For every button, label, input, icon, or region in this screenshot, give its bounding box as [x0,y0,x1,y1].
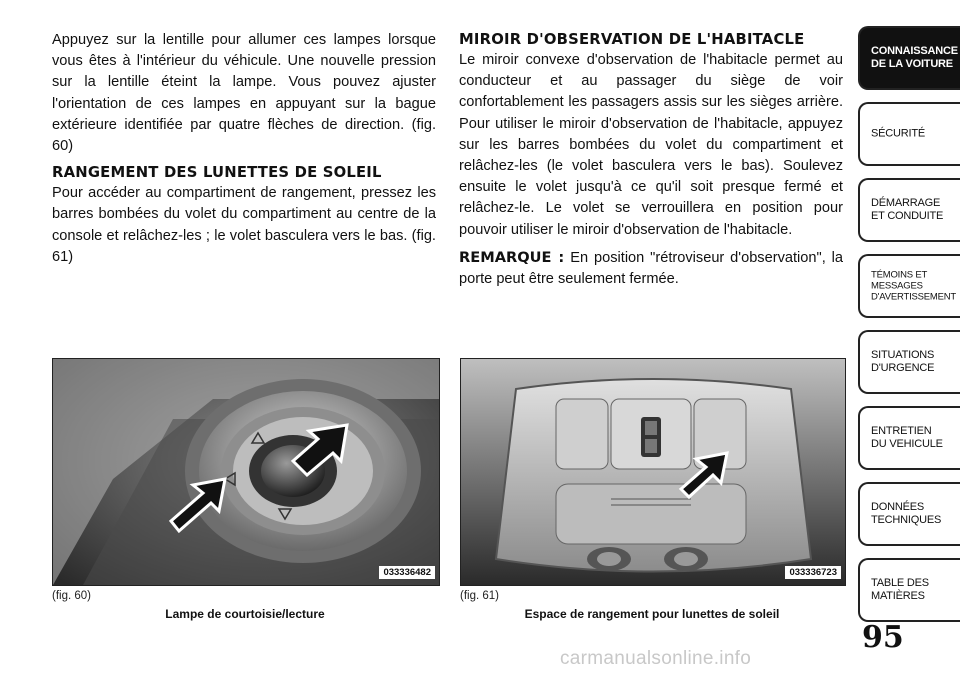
sunglasses-storage-illustration [461,359,845,585]
figure-ref: (fig. 60) [52,590,91,602]
figure-code: 033336723 [785,566,841,579]
tab-entretien[interactable] [858,406,960,470]
tab-connaissance[interactable] [858,26,960,90]
courtesy-lamp-illustration [53,359,439,585]
figure-60-lamp-photo [52,358,440,586]
left-column [52,30,436,274]
figure-61-storage-photo [460,358,846,586]
sunglasses-paragraph: Pour accéder au compartiment de rangement, pressez les barres bombées du volet du compartiment au centre de la console et relâchez-les ; le volet basculera vers le bas. (fig. 61) [52,185,436,265]
tab-demarrage[interactable] [858,178,960,242]
sunglasses-heading: RANGEMENT DES LUNETTES DE SOLEIL [52,164,382,182]
tab-table-des-matieres[interactable] [858,558,960,622]
tab-temoins[interactable] [858,254,960,318]
tab-label: ENTRETIEN DU VEHICULE [871,425,943,450]
note-paragraph [459,247,843,290]
tab-securite[interactable] [858,102,960,166]
tab-label: DÉMARRAGE ET CONDUITE [871,197,944,222]
mirror-heading: MIROIR D'OBSERVATION DE L'HABITACLE [459,31,805,48]
figure-caption: Espace de rangement pour lunettes de soleil [524,607,780,621]
figure-ref: (fig. 61) [460,590,499,602]
figure-caption: Lampe de courtoisie/lecture [165,607,325,621]
note-label: REMARQUE : [459,248,565,266]
tab-label: SÉCURITÉ [871,127,926,140]
tab-label: CONNAISSANCE DE LA VOITURE [871,45,958,70]
tab-label: TÉMOINS ET MESSAGES D'AVERTISSEMENT [871,269,957,303]
figure-code: 033336482 [379,566,435,579]
tab-situations[interactable] [858,330,960,394]
note-text: En position "rétroviseur d'observation", la porte peut être seulement fermée. [459,249,844,288]
mirror-paragraph: Le miroir convexe d'observation de l'habitacle permet au conducteur et au passager du siège de voir confortablement les passagers assis sur les sièges arrière. Pour utiliser le miroir d'observation de l'habitacle, appuyez sur les barres bombées du volet du compartiment et relâchez-les (le volet basculera vers le bas). Soulevez ensuite le volet jusqu'à ce qu'il soit presque fermé et relâchez-le. Le volet se verrouillera en position pour pouvoir utiliser le miroir d'observation de l'habitacle. [459,52,843,238]
tab-label: TABLE DES MATIÈRES [871,577,929,602]
tab-label: SITUATIONS D'URGENCE [871,349,935,374]
tab-label: DONNÉES TECHNIQUES [871,501,942,526]
right-column [459,30,843,296]
tab-donnees[interactable] [858,482,960,546]
lamp-paragraph: Appuyez sur la lentille pour allumer ces lampes lorsque vous êtes à l'intérieur du véhicule. Une nouvelle pression sur la lentille éteint la lampe. Vous pouvez ajuster l'orientation de ces lampes en appuyant sur la bague extérieure identifiée par quatre flèches de direction. (fig. 60) [52,32,436,155]
watermark-text: carmanualsonline.info [560,648,752,669]
page-number: 95 [862,620,904,655]
